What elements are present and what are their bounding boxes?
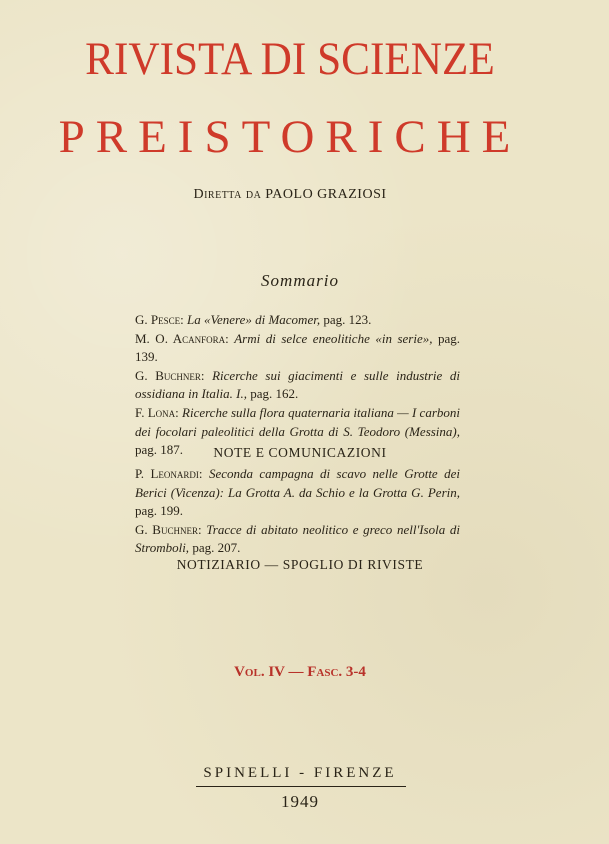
note-entry-1[interactable] bbox=[135, 465, 460, 521]
toc-title: Ricerche sui giacimenti e sulle industrie di ossidiana in Italia. I., bbox=[135, 367, 461, 402]
toc-page: pag. 187. bbox=[135, 442, 184, 458]
note-author: G. Buchner: bbox=[135, 521, 202, 537]
toc-title: Ricerche sulla flora quaternaria italiana — I carboni dei focolari paleolitici della Grotta di S. Teodoro (Messina), bbox=[135, 404, 460, 439]
toc-page: pag. 139. bbox=[135, 330, 460, 365]
toc-author: M. O. Acanfora: bbox=[135, 330, 229, 346]
publisher: SPINELLI - FIRENZE bbox=[203, 765, 397, 781]
journal-title-line2: PREISTORICHE bbox=[58, 111, 522, 163]
notes-heading: NOTE E COMUNICAZIONI bbox=[213, 445, 387, 460]
toc-page: pag. 123. bbox=[323, 312, 372, 327]
note-author: P. Leonardi: bbox=[135, 466, 203, 481]
toc-page: pag. 162. bbox=[250, 386, 299, 402]
director-name: PAOLO GRAZIOSI bbox=[265, 187, 387, 202]
note-page: pag. 207. bbox=[192, 540, 241, 556]
journal-title-line1: RIVISTA DI SCIENZE bbox=[85, 33, 495, 85]
table-of-contents bbox=[135, 311, 460, 460]
sommario-heading: Sommario bbox=[261, 271, 339, 290]
notes-list bbox=[135, 465, 460, 558]
note-title: Tracce di abitato neolitico e greco nell'Isola di Stromboli, bbox=[135, 521, 460, 556]
publication-year: 1949 bbox=[281, 792, 319, 811]
toc-entry-2[interactable] bbox=[135, 330, 460, 367]
toc-author: G. Pesce: bbox=[135, 312, 184, 327]
toc-entry-1[interactable] bbox=[135, 311, 460, 330]
note-title: Seconda campagna di scavo nelle Grotte dei Berici (Vicenza): La Grotta A. da Schio e la Grotta G. Perin, bbox=[135, 466, 461, 500]
volume-fascicle: Vol. IV — Fasc. 3-4 bbox=[234, 664, 366, 680]
toc-title: La «Venere» di Macomer, bbox=[186, 312, 321, 327]
toc-title: Armi di selce eneolitiche «in serie», bbox=[234, 330, 433, 346]
notiziario-line: NOTIZIARIO — SPOGLIO DI RIVISTE bbox=[176, 557, 424, 572]
note-entry-2[interactable] bbox=[135, 521, 460, 558]
toc-author: G. Buchner: bbox=[135, 367, 205, 383]
toc-entry-3[interactable] bbox=[135, 367, 460, 404]
note-page: pag. 199. bbox=[135, 503, 184, 519]
publisher-rule bbox=[196, 786, 406, 787]
toc-author: F. Lona: bbox=[135, 404, 179, 420]
director-line: Diretta da PAOLO GRAZIOSI bbox=[193, 187, 387, 202]
